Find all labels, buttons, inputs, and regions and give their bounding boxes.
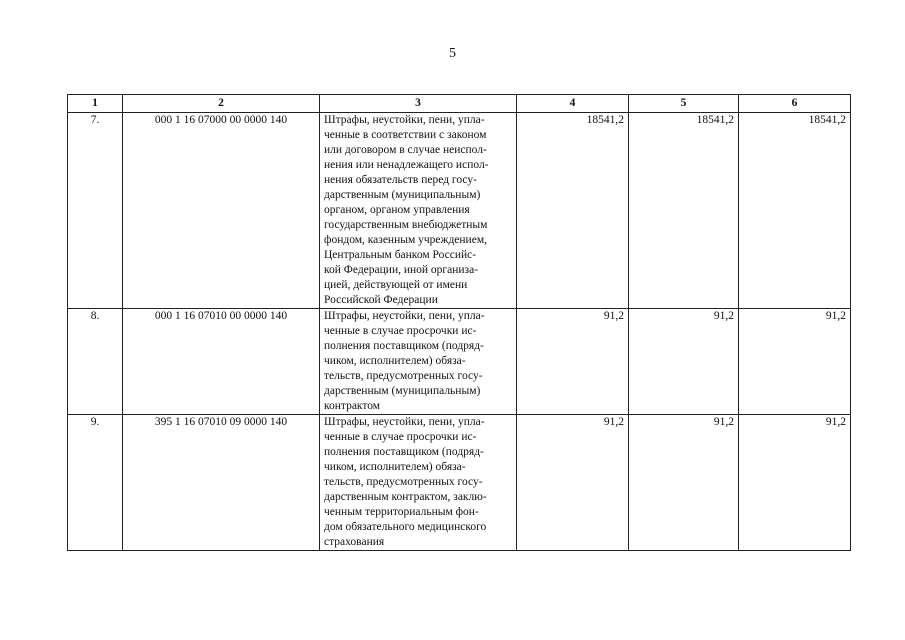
- header-col-4: 4: [517, 95, 629, 113]
- row-name-line: нения или ненадлежащего испол-: [324, 159, 489, 171]
- row-name-line: ченные в соответствии с законом: [324, 129, 487, 141]
- row-name-line: Штрафы, неустойки, пени, упла-: [324, 114, 485, 126]
- row-name-line: Штрафы, неустойки, пени, упла-: [324, 310, 485, 322]
- header-col-3: 3: [320, 95, 517, 113]
- row-name: [320, 415, 517, 551]
- row-code: 000 1 16 07010 00 0000 140: [123, 309, 320, 415]
- row-value-col5: 91,2: [629, 415, 739, 551]
- header-col-6: 6: [739, 95, 851, 113]
- budget-table: [67, 94, 851, 551]
- row-name-line: ченные в случае просрочки ис-: [324, 325, 477, 337]
- header-col-5: 5: [629, 95, 739, 113]
- row-name-line: дарственным контрактом, заклю-: [324, 491, 487, 503]
- row-number: 8.: [68, 309, 123, 415]
- row-name-line: дом обязательного медицинского: [324, 521, 487, 533]
- row-name-line: ченным территориальным фон-: [324, 506, 479, 518]
- row-name-line: тельств, предусмотренных госу-: [324, 370, 483, 382]
- row-name-line: контрактом: [324, 400, 381, 412]
- row-name-line: Российской Федерации: [324, 294, 438, 306]
- row-value-col6: 91,2: [739, 309, 851, 415]
- row-name-line: дарственным (муниципальным): [324, 385, 481, 397]
- row-code: 000 1 16 07000 00 0000 140: [123, 113, 320, 309]
- row-name-line: тельств, предусмотренных госу-: [324, 476, 483, 488]
- row-name-line: Центральным банком Российс-: [324, 249, 477, 261]
- row-name-line: фондом, казенным учреждением,: [324, 234, 487, 246]
- row-number: 7.: [68, 113, 123, 309]
- row-name: [320, 309, 517, 415]
- row-name-line: страхования: [324, 536, 385, 548]
- row-value-col5: 18541,2: [629, 113, 739, 309]
- table-row: [68, 309, 851, 415]
- row-value-col6: 91,2: [739, 415, 851, 551]
- row-value-col6: 18541,2: [739, 113, 851, 309]
- row-name-line: государственным внебюджетным: [324, 219, 488, 231]
- row-code: 395 1 16 07010 09 0000 140: [123, 415, 320, 551]
- row-name-line: полнения поставщиком (подряд-: [324, 340, 484, 352]
- table-row: [68, 113, 851, 309]
- row-name-line: нения обязательств перед госу-: [324, 174, 477, 186]
- table-row: [68, 415, 851, 551]
- row-value-col4: 91,2: [517, 309, 629, 415]
- row-name-line: органом, органом управления: [324, 204, 470, 216]
- header-col-2: 2: [123, 95, 320, 113]
- row-name-line: полнения поставщиком (подряд-: [324, 446, 484, 458]
- row-name-line: кой Федерации, иной организа-: [324, 264, 479, 276]
- header-row: [68, 95, 851, 113]
- row-value-col4: 18541,2: [517, 113, 629, 309]
- row-name-line: цией, действующей от имени: [324, 279, 468, 291]
- page-number: 5: [449, 46, 456, 61]
- row-value-col5: 91,2: [629, 309, 739, 415]
- row-name-line: ченные в случае просрочки ис-: [324, 431, 477, 443]
- row-name-line: Штрафы, неустойки, пени, упла-: [324, 416, 485, 428]
- row-name: [320, 113, 517, 309]
- row-name-line: чиком, исполнителем) обяза-: [324, 461, 466, 473]
- row-name-line: чиком, исполнителем) обяза-: [324, 355, 466, 367]
- row-name-line: или договором в случае неиспол-: [324, 144, 487, 156]
- row-number: 9.: [68, 415, 123, 551]
- row-name-line: дарственным (муниципальным): [324, 189, 481, 201]
- header-col-1: 1: [68, 95, 123, 113]
- row-value-col4: 91,2: [517, 415, 629, 551]
